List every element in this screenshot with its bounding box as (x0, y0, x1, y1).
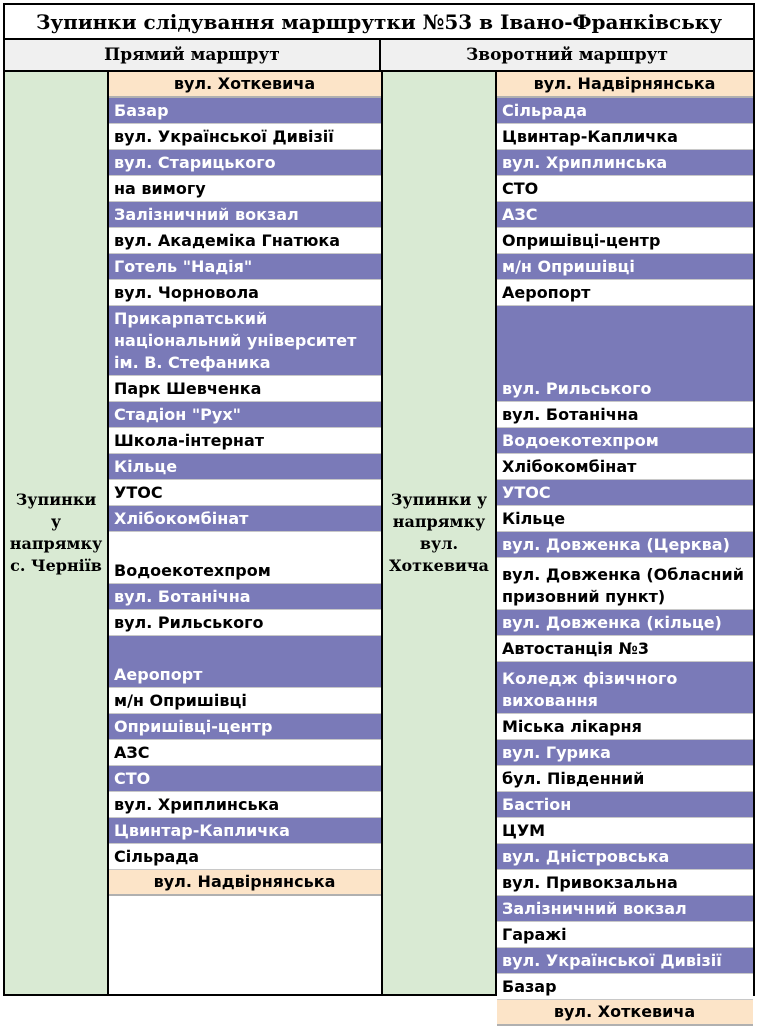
forward-stop-row (109, 792, 381, 818)
forward-stop-row (109, 72, 381, 98)
reverse-stop-row (497, 662, 753, 714)
forward-stop-row (109, 506, 381, 532)
forward-stop-row (109, 98, 381, 124)
stop-name: УТОС (114, 483, 163, 502)
stop-name: Кільце (502, 509, 566, 528)
reverse-stop-row (497, 98, 753, 124)
reverse-stop-row (497, 818, 753, 844)
reverse-stop-row (497, 896, 753, 922)
forward-stop-row (109, 714, 381, 740)
forward-stop-row (109, 532, 381, 584)
stop-name: Сільрада (114, 847, 200, 866)
stop-name: Бастіон (502, 795, 572, 814)
stop-name: Хлібокомбінат (502, 457, 637, 476)
reverse-stop-row (497, 428, 753, 454)
stop-name: Стадіон "Рух" (114, 405, 241, 424)
forward-stop-row (109, 740, 381, 766)
stop-name: Цвинтар-Капличка (114, 821, 290, 840)
forward-stop-row (109, 584, 381, 610)
stop-name: Готель "Надія" (114, 257, 253, 276)
stop-name: вул. Української Дивізії (114, 127, 334, 146)
reverse-direction-label: Зупинки у напрямку вул. Хоткевича (381, 72, 497, 994)
stop-name: м/н Опришівці (502, 257, 635, 276)
stop-name: УТОС (502, 483, 551, 502)
reverse-stop-row (497, 454, 753, 480)
reverse-stop-row (497, 1000, 753, 1026)
stop-name: вул. Привокзальна (502, 873, 678, 892)
stop-name: ЦУМ (502, 821, 546, 840)
stop-name: вул. Дністровська (502, 847, 670, 866)
reverse-stop-row (497, 506, 753, 532)
stop-name: Сільрада (502, 101, 588, 120)
stop-name: Аеропорт (114, 665, 203, 684)
stop-name: Коледж фізичного виховання (502, 669, 678, 710)
stop-name: СТО (502, 179, 539, 198)
stop-name: вул. Хриплинська (502, 153, 668, 172)
stop-name: Міська лікарня (502, 717, 642, 736)
reverse-stop-row (497, 974, 753, 1000)
reverse-stop-row (497, 714, 753, 740)
reverse-stop-row (497, 228, 753, 254)
stop-name: Гаражі (502, 925, 567, 944)
reverse-stop-row (497, 306, 753, 402)
stop-name: вул. Хоткевича (173, 74, 316, 93)
stop-name: Хлібокомбінат (114, 509, 249, 528)
stop-name: Водоекотехпром (114, 561, 271, 580)
forward-route-header: Прямий маршрут (5, 40, 381, 72)
stop-name: вул. Рильського (114, 613, 264, 632)
stop-name: СТО (114, 769, 151, 788)
forward-stop-row (109, 480, 381, 506)
forward-stop-row (109, 844, 381, 870)
reverse-route-header: Зворотний маршрут (381, 40, 753, 72)
stop-name: Опришівці-центр (114, 717, 273, 736)
reverse-stop-row (497, 532, 753, 558)
stop-name: Парк Шевченка (114, 379, 262, 398)
reverse-stop-row (497, 72, 753, 98)
reverse-stop-row (497, 844, 753, 870)
reverse-stop-row (497, 480, 753, 506)
reverse-stop-row (497, 176, 753, 202)
forward-stop-row (109, 376, 381, 402)
stop-name: Опришівці-центр (502, 231, 661, 250)
stop-name: Залізничний вокзал (114, 205, 299, 224)
forward-stop-row (109, 176, 381, 202)
stop-name: вул. Надвірнянська (153, 872, 336, 891)
stop-name: вул. Ботанічна (502, 405, 639, 424)
forward-direction-label: Зупинки у напрямку с. Чернiїв (5, 72, 109, 994)
reverse-stop-row (497, 610, 753, 636)
stop-name: вул. Довженка (Обласний призовний пункт) (502, 565, 744, 606)
stop-name: вул. Рильського (502, 379, 652, 398)
stop-name: АЗС (502, 205, 538, 224)
stop-name: м/н Опришівці (114, 691, 247, 710)
forward-stop-row (109, 202, 381, 228)
reverse-stop-row (497, 766, 753, 792)
stop-name: вул. Хоткевича (553, 1002, 696, 1021)
stop-name: вул. Української Дивізії (502, 951, 722, 970)
reverse-stop-row (497, 948, 753, 974)
route-table (3, 3, 755, 1021)
forward-stop-row (109, 280, 381, 306)
stop-name: Кільце (114, 457, 178, 476)
stop-name: Аеропорт (502, 283, 591, 302)
forward-stop-row (109, 150, 381, 176)
reverse-stop-row (497, 558, 753, 610)
stop-name: вул. Надвірнянська (533, 74, 716, 93)
stop-name: Автостанція №3 (502, 639, 649, 658)
stop-name: Школа-інтернат (114, 431, 265, 450)
reverse-stop-row (497, 870, 753, 896)
forward-stop-row (109, 636, 381, 688)
reverse-stop-row (497, 124, 753, 150)
stop-name: вул. Старицького (114, 153, 276, 172)
forward-stop-row (109, 870, 381, 896)
reverse-stop-row (497, 922, 753, 948)
forward-stop-row (109, 254, 381, 280)
forward-stop-row (109, 688, 381, 714)
stop-name: Водоекотехпром (502, 431, 659, 450)
stop-name: АЗС (114, 743, 150, 762)
forward-stop-row (109, 306, 381, 376)
stop-name: Базар (114, 101, 169, 120)
stop-name: Залізничний вокзал (502, 899, 687, 918)
stop-name: вул. Хриплинська (114, 795, 280, 814)
forward-stop-row (109, 454, 381, 480)
forward-stop-row (109, 228, 381, 254)
stop-name: Цвинтар-Капличка (502, 127, 678, 146)
reverse-stop-row (497, 202, 753, 228)
forward-stop-row (109, 766, 381, 792)
reverse-stop-row (497, 150, 753, 176)
reverse-stop-row (497, 792, 753, 818)
page-title: Зупинки слідування маршрутки №53 в Івано-Франківську (5, 5, 753, 40)
reverse-stop-row (497, 740, 753, 766)
reverse-stop-row (497, 636, 753, 662)
stop-name: бул. Південний (502, 769, 645, 788)
reverse-stop-row (497, 280, 753, 306)
forward-stops-list (109, 72, 381, 896)
stop-name: Базар (502, 977, 557, 996)
stop-name: вул. Академіка Гнатюка (114, 231, 341, 250)
forward-stop-row (109, 124, 381, 150)
stop-name: вул. Ботанічна (114, 587, 251, 606)
reverse-stops-list (497, 72, 753, 1026)
stop-name: вул. Довженка (кільце) (502, 613, 722, 632)
stop-name: вул. Чорновола (114, 283, 259, 302)
stop-name: Прикарпатський національний університет ім. В. Стефаника (114, 309, 357, 372)
forward-stop-row (109, 402, 381, 428)
reverse-stop-row (497, 402, 753, 428)
stop-name: вул. Довженка (Церква) (502, 535, 730, 554)
forward-stop-row (109, 428, 381, 454)
forward-stop-row (109, 818, 381, 844)
stop-name: вул. Гурика (502, 743, 611, 762)
stop-name: на вимогу (114, 179, 206, 198)
forward-stop-row (109, 610, 381, 636)
reverse-stop-row (497, 254, 753, 280)
